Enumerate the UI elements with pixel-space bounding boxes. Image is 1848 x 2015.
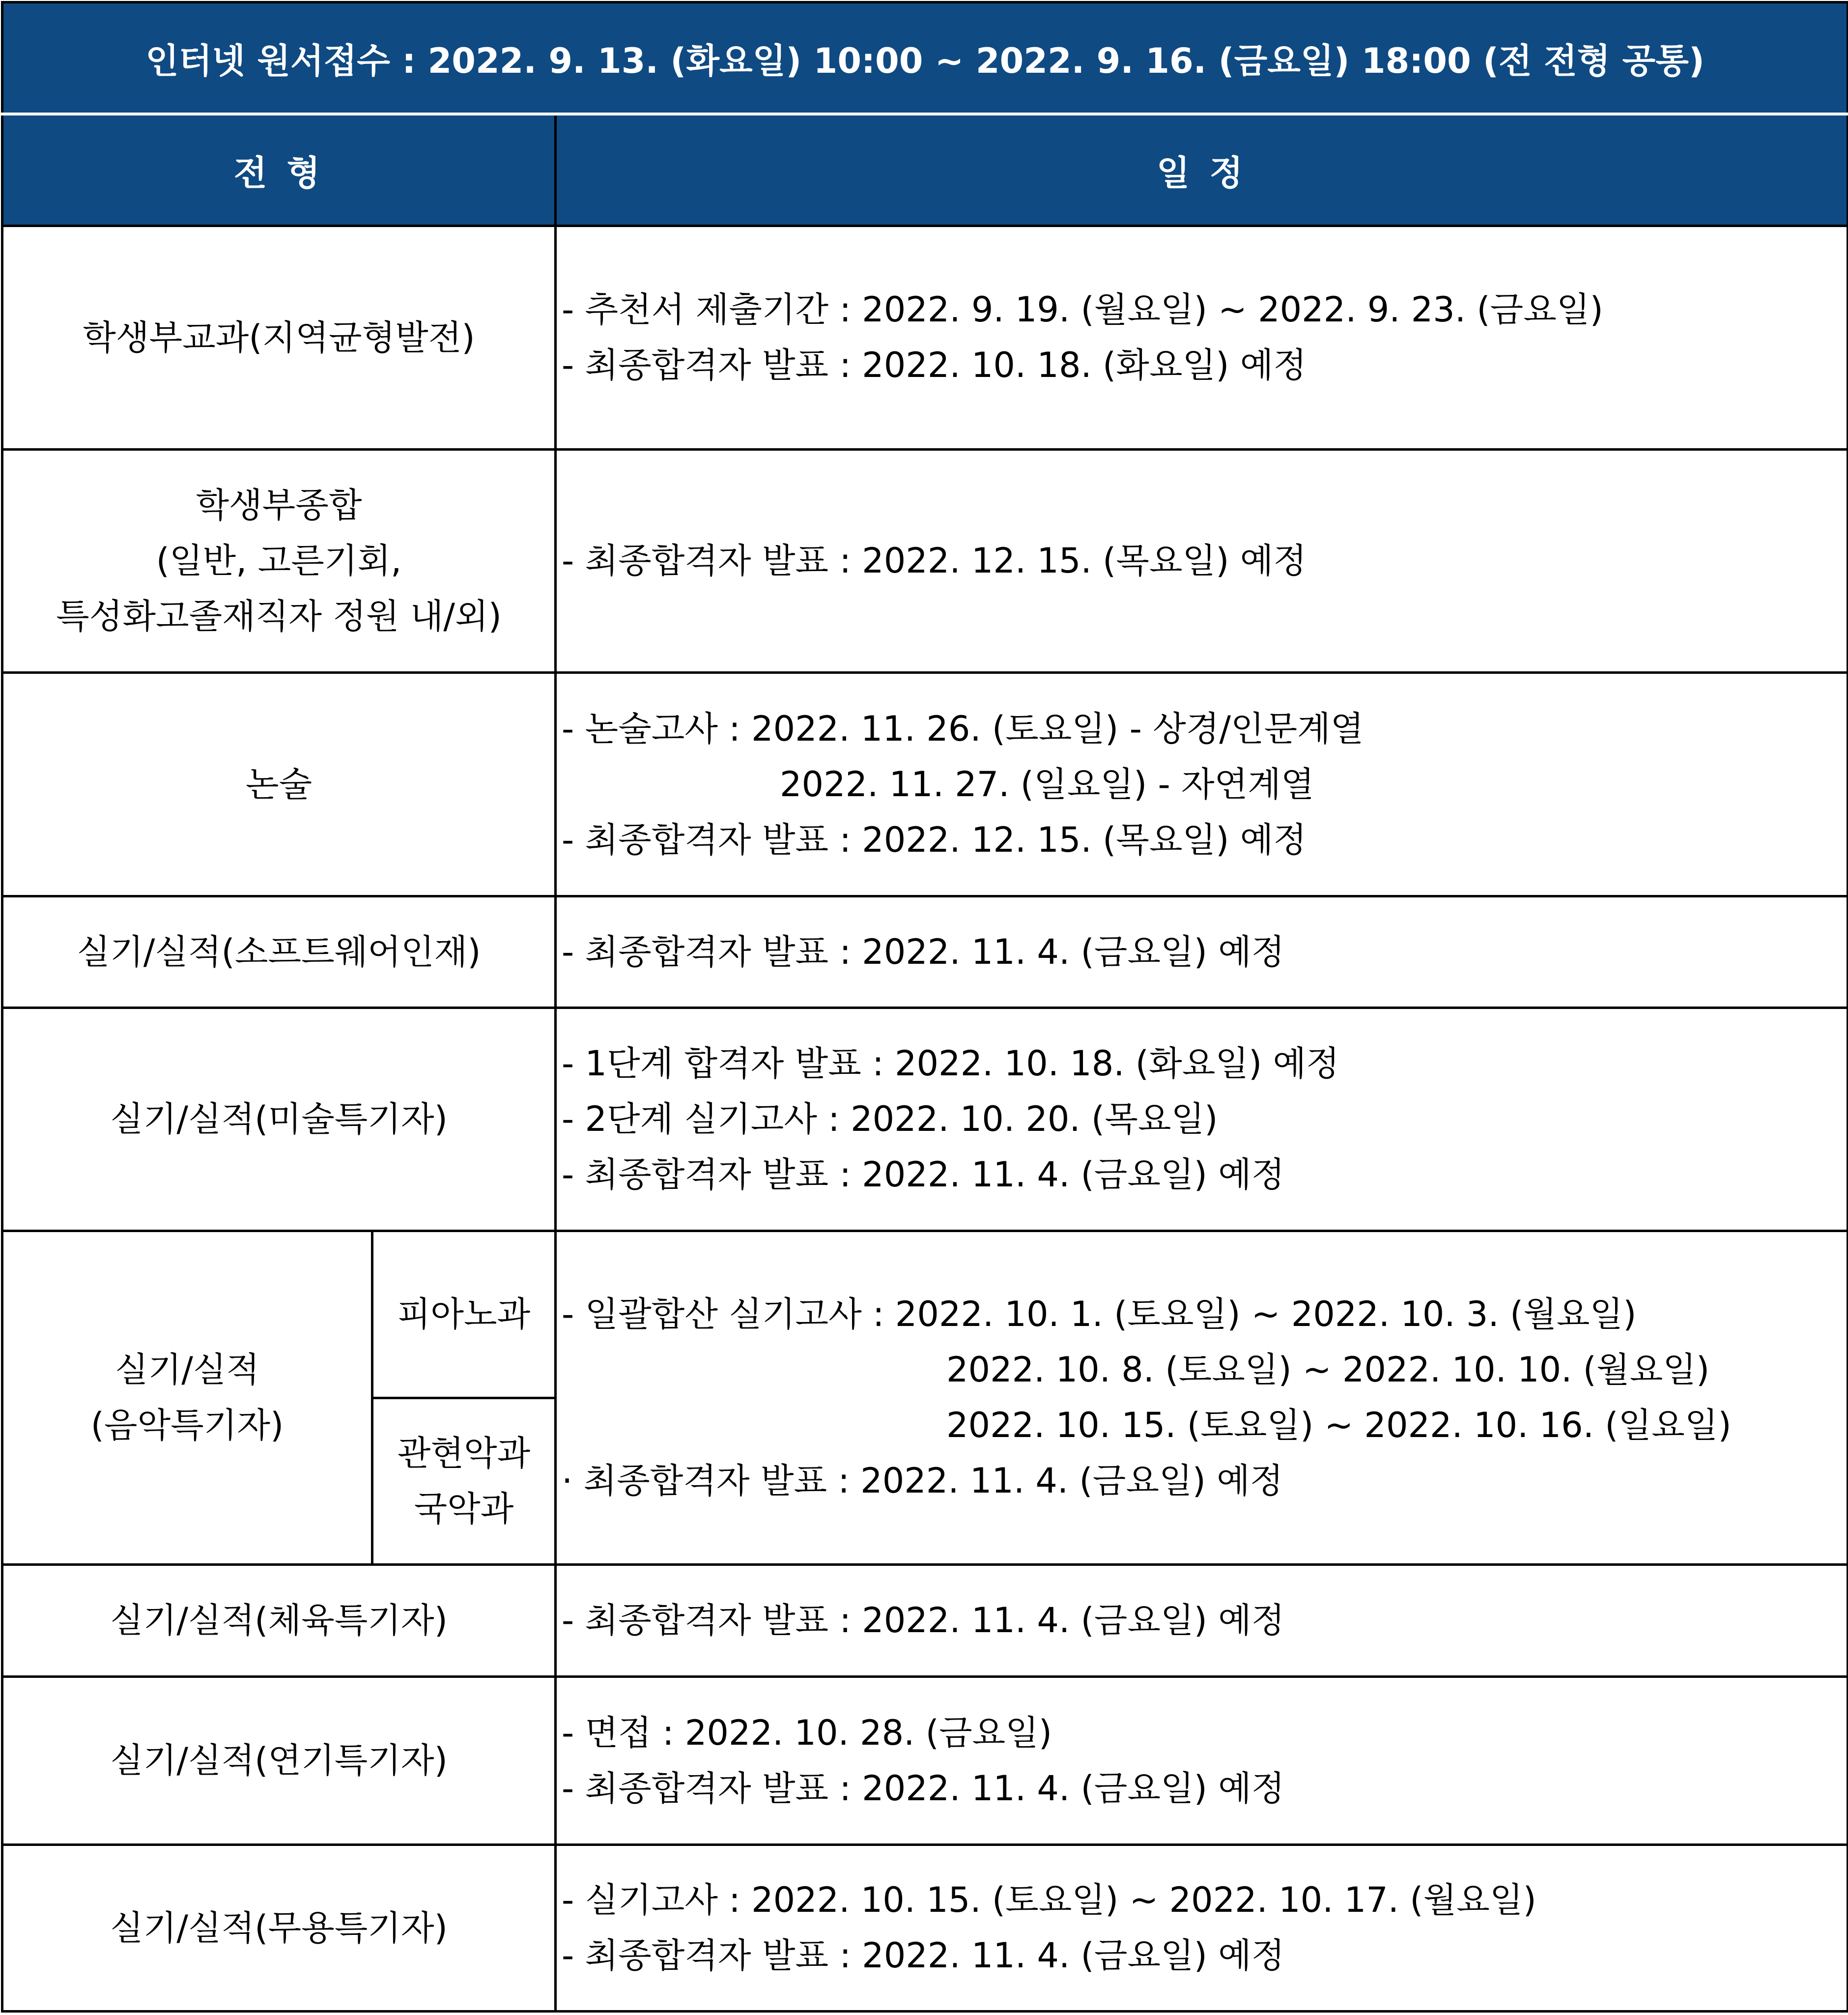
table-row bbox=[2, 1677, 1848, 1845]
schedule-line: - 최종합격자 발표 : 2022. 11. 4. (금요일) 예정 bbox=[562, 1935, 1285, 1976]
table-row bbox=[2, 896, 1848, 1008]
schedule-line: - 최종합격자 발표 : 2022. 11. 4. (금요일) 예정 bbox=[562, 931, 1285, 972]
schedule-line: · 최종합격자 발표 : 2022. 11. 4. (금요일) 예정 bbox=[562, 1461, 1283, 1501]
subtype-label: 관현악과 bbox=[397, 1433, 531, 1473]
type-label: 학생부종합 bbox=[196, 485, 362, 525]
table-row bbox=[2, 450, 1848, 673]
subtype-cell bbox=[372, 1231, 556, 1398]
type-label: (음악특기자) bbox=[90, 1405, 284, 1445]
type-label: 실기/실적(소프트웨어인재) bbox=[77, 931, 481, 972]
schedule-line: - 추천서 제출기간 : 2022. 9. 19. (월요일) ~ 2022. 9. 23. (금요일) bbox=[562, 289, 1603, 330]
type-label: 실기/실적(무용특기자) bbox=[110, 1907, 448, 1948]
type-cell bbox=[2, 1565, 556, 1677]
schedule-line: - 최종합격자 발표 : 2022. 11. 4. (금요일) 예정 bbox=[562, 1768, 1285, 1809]
type-cell bbox=[2, 673, 556, 896]
schedule-cell bbox=[556, 1677, 1848, 1845]
subtype-cell bbox=[372, 1398, 556, 1565]
schedule-line: 2022. 10. 15. (토요일) ~ 2022. 10. 16. (일요일) bbox=[946, 1405, 1732, 1445]
schedule-line: - 일괄합산 실기고사 : 2022. 10. 1. (토요일) ~ 2022. 10. 3. (월요일) bbox=[562, 1294, 1637, 1334]
schedule-line: 2022. 10. 8. (토요일) ~ 2022. 10. 10. (월요일) bbox=[946, 1350, 1710, 1390]
table-row bbox=[2, 1845, 1848, 2012]
type-cell bbox=[2, 1231, 372, 1565]
schedule-line: - 2단계 실기고사 : 2022. 10. 20. (목요일) bbox=[562, 1099, 1218, 1139]
schedule-cell bbox=[556, 673, 1848, 896]
schedule-cell bbox=[556, 1845, 1848, 2012]
type-label: 논술 bbox=[245, 764, 313, 805]
type-cell bbox=[2, 896, 556, 1008]
type-label: 실기/실적(체육특기자) bbox=[110, 1600, 448, 1641]
schedule-line: - 면접 : 2022. 10. 28. (금요일) bbox=[562, 1712, 1052, 1753]
schedule-cell bbox=[556, 450, 1848, 673]
schedule-line: - 최종합격자 발표 : 2022. 12. 15. (목요일) 예정 bbox=[562, 541, 1307, 581]
type-label: 학생부교과(지역균형발전) bbox=[83, 317, 475, 358]
type-label: 실기/실적 bbox=[114, 1350, 260, 1390]
schedule-line: 2022. 11. 27. (일요일) - 자연계열 bbox=[780, 764, 1314, 805]
type-label: 특성화고졸재직자 정원 내/외) bbox=[56, 596, 502, 636]
subtype-label: 피아노과 bbox=[397, 1294, 531, 1334]
schedule-line: - 최종합격자 발표 : 2022. 11. 4. (금요일) 예정 bbox=[562, 1154, 1285, 1195]
schedule-cell bbox=[556, 896, 1848, 1008]
application-period-banner: 인터넷 원서접수 : 2022. 9. 13. (화요일) 10:00 ~ 2022. 9. 16. (금요일) 18:00 (전 전형 공통) bbox=[2, 2, 1848, 115]
header-schedule: 일 정 bbox=[556, 114, 1848, 226]
header-type: 전 형 bbox=[2, 114, 556, 226]
schedule-line: - 실기고사 : 2022. 10. 15. (토요일) ~ 2022. 10. 17. (월요일) bbox=[562, 1880, 1536, 1920]
table-row bbox=[2, 1008, 1848, 1231]
schedule-line: - 논술고사 : 2022. 11. 26. (토요일) - 상경/인문계열 bbox=[562, 708, 1364, 749]
schedule-cell bbox=[556, 1008, 1848, 1231]
type-label: (일반, 고른기회, bbox=[156, 541, 402, 581]
schedule-cell bbox=[556, 226, 1848, 450]
admission-schedule-table bbox=[1, 1, 1848, 2013]
type-cell bbox=[2, 1845, 556, 2012]
table-row bbox=[2, 226, 1848, 450]
schedule-cell bbox=[556, 1565, 1848, 1677]
table-row bbox=[2, 1231, 1848, 1398]
table-row bbox=[2, 1565, 1848, 1677]
schedule-line: - 1단계 합격자 발표 : 2022. 10. 18. (화요일) 예정 bbox=[562, 1043, 1339, 1084]
table-row bbox=[2, 673, 1848, 896]
type-label: 실기/실적(연기특기자) bbox=[110, 1740, 448, 1781]
schedule-line: - 최종합격자 발표 : 2022. 10. 18. (화요일) 예정 bbox=[562, 345, 1307, 385]
type-cell bbox=[2, 1008, 556, 1231]
subtype-label: 국악과 bbox=[414, 1489, 514, 1529]
schedule-line: - 최종합격자 발표 : 2022. 12. 15. (목요일) 예정 bbox=[562, 819, 1307, 860]
type-label: 실기/실적(미술특기자) bbox=[110, 1099, 448, 1139]
type-cell bbox=[2, 450, 556, 673]
schedule-line: - 최종합격자 발표 : 2022. 11. 4. (금요일) 예정 bbox=[562, 1600, 1285, 1641]
type-cell bbox=[2, 226, 556, 450]
schedule-cell bbox=[556, 1231, 1848, 1565]
type-cell bbox=[2, 1677, 556, 1845]
